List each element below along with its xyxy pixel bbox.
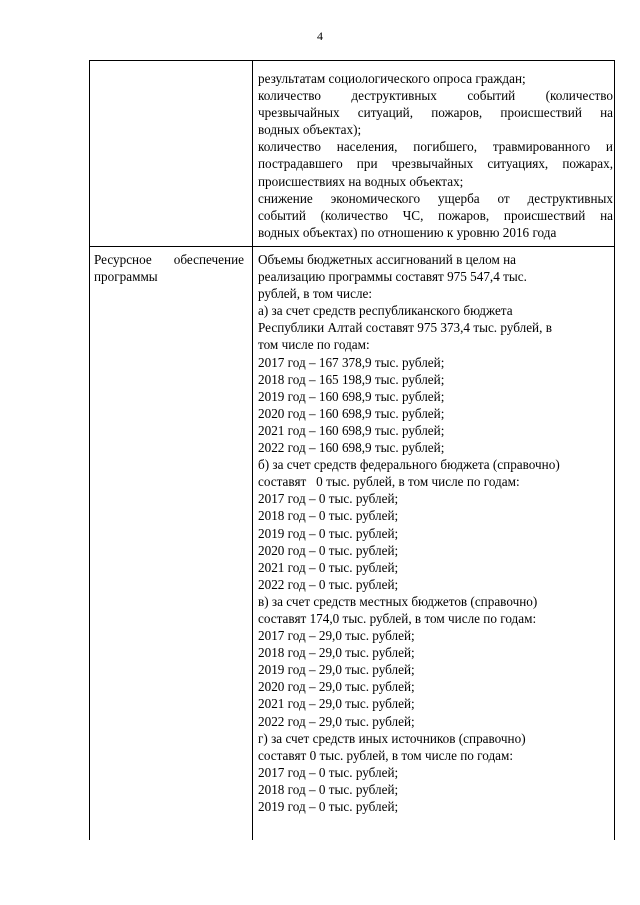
row2-line: 2018 год – 0 тыс. рублей; bbox=[258, 781, 399, 797]
row2-line: том числе по годам: bbox=[258, 337, 370, 353]
row2-line: 2017 год – 29,0 тыс. рублей; bbox=[258, 628, 415, 644]
row2-line: 2020 год – 0 тыс. рублей; bbox=[258, 542, 399, 558]
row2-line: 2022 год – 0 тыс. рублей; bbox=[258, 576, 399, 592]
row1-line: результатам социологического опроса граждан; bbox=[258, 71, 526, 86]
row2-line: составят 174,0 тыс. рублей, в том числе по годам: bbox=[258, 610, 537, 626]
table-left-border bbox=[89, 60, 90, 840]
row2-label-line: Ресурсное обеспечение bbox=[94, 252, 244, 267]
row1-line: водных объектах); bbox=[258, 122, 362, 138]
row1-line: пострадавшего при чрезвычайных ситуациях, пожарах, bbox=[258, 156, 613, 172]
row-divider bbox=[89, 246, 615, 247]
table-right-border bbox=[614, 60, 615, 840]
row2-line: реализацию программы составят 975 547,4 тыс. bbox=[258, 269, 527, 285]
program-passport-table bbox=[89, 60, 615, 840]
row2-line: рублей, в том числе: bbox=[258, 286, 373, 302]
row2-line: 2021 год – 29,0 тыс. рублей; bbox=[258, 696, 415, 712]
row2-line: 2019 год – 0 тыс. рублей; bbox=[258, 799, 399, 814]
row2-line: б) за счет средств федерального бюджета (справочно) bbox=[258, 457, 560, 473]
row2-line: 2019 год – 0 тыс. рублей; bbox=[258, 525, 399, 541]
row1-line: происшествиях на водных объектах; bbox=[258, 173, 464, 189]
row1-line: событий (количество ЧС, пожаров, происшествий на bbox=[258, 207, 613, 223]
table-top-border bbox=[89, 60, 615, 61]
row2-line: Республики Алтай составят 975 373,4 тыс. рублей, в bbox=[258, 320, 552, 336]
row2-line: в) за счет средств местных бюджетов (справочно) bbox=[258, 593, 538, 609]
row2-line: 2022 год – 160 698,9 тыс. рублей; bbox=[258, 440, 445, 456]
column-divider bbox=[252, 60, 253, 840]
row2-line: 2021 год – 0 тыс. рублей; bbox=[258, 559, 399, 575]
row1-line: снижение экономического ущерба от деструктивных bbox=[258, 190, 613, 206]
row2-line: 2022 год – 29,0 тыс. рублей; bbox=[258, 713, 415, 729]
row2-line: 2019 год – 160 698,9 тыс. рублей; bbox=[258, 388, 445, 404]
row1-line: количество населения, погибшего, травмированного и bbox=[258, 139, 613, 155]
row2-line: г) за счет средств иных источников (справочно) bbox=[258, 730, 526, 746]
row2-line: 2017 год – 167 378,9 тыс. рублей; bbox=[258, 354, 445, 370]
row2-line: а) за счет средств республиканского бюджета bbox=[258, 303, 513, 319]
row2-line: 2021 год – 160 698,9 тыс. рублей; bbox=[258, 422, 445, 438]
row2-line: составят 0 тыс. рублей, в том числе по годам: bbox=[258, 474, 520, 490]
row2-label-cell bbox=[94, 251, 244, 285]
row2-line: 2019 год – 29,0 тыс. рублей; bbox=[258, 662, 415, 678]
row2-line: 2018 год – 0 тыс. рублей; bbox=[258, 508, 399, 524]
row2-line: Объемы бюджетных ассигнований в целом на bbox=[258, 252, 517, 267]
row2-label-line: программы bbox=[94, 269, 158, 285]
row1-value-cell bbox=[258, 70, 613, 241]
page-number: 4 bbox=[317, 29, 323, 43]
row2-line: 2017 год – 0 тыс. рублей; bbox=[258, 491, 399, 507]
row2-line: составят 0 тыс. рублей, в том числе по годам: bbox=[258, 747, 514, 763]
row2-line: 2018 год – 165 198,9 тыс. рублей; bbox=[258, 371, 445, 387]
row2-line: 2017 год – 0 тыс. рублей; bbox=[258, 764, 399, 780]
row2-line: 2018 год – 29,0 тыс. рублей; bbox=[258, 645, 415, 661]
row2-line: 2020 год – 160 698,9 тыс. рублей; bbox=[258, 405, 445, 421]
row1-line: количество деструктивных событий (количество bbox=[258, 88, 613, 104]
row2-line: 2020 год – 29,0 тыс. рублей; bbox=[258, 679, 415, 695]
row1-line: водных объектах) по отношению к уровню 2016 года bbox=[258, 224, 557, 240]
row1-line: чрезвычайных ситуаций, пожаров, происшествий на bbox=[258, 105, 613, 121]
row2-value-cell bbox=[258, 251, 613, 815]
